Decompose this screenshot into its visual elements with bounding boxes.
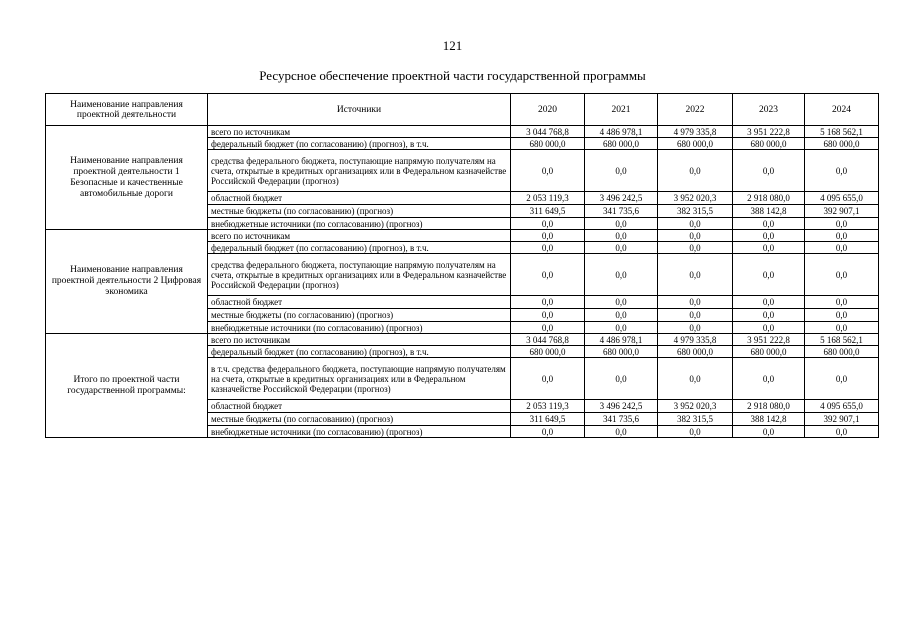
value-cell: 2 918 080,0 [733, 400, 805, 413]
value-cell: 2 053 119,3 [511, 192, 585, 205]
value-cell: 392 907,1 [805, 413, 879, 426]
header-direction: Наименование направления проектной деятельности [46, 94, 208, 126]
value-cell: 0,0 [585, 218, 658, 230]
value-cell: 311 649,5 [511, 413, 585, 426]
value-cell: 0,0 [805, 254, 879, 296]
source-cell: всего по источникам [208, 126, 511, 138]
value-cell: 0,0 [511, 242, 585, 254]
value-cell: 0,0 [658, 296, 733, 309]
table-body [46, 126, 879, 438]
value-cell: 0,0 [805, 296, 879, 309]
value-cell: 341 735,6 [585, 413, 658, 426]
value-cell: 0,0 [805, 242, 879, 254]
source-cell: всего по источникам [208, 230, 511, 242]
value-cell: 3 044 768,8 [511, 126, 585, 138]
value-cell: 0,0 [733, 254, 805, 296]
source-cell: областной бюджет [208, 400, 511, 413]
value-cell: 4 979 335,8 [658, 126, 733, 138]
value-cell: 0,0 [511, 218, 585, 230]
value-cell: 0,0 [733, 426, 805, 438]
value-cell: 680 000,0 [658, 138, 733, 150]
direction-name-cell: Наименование направления проектной деятельности 2 Цифровая экономика [46, 230, 208, 334]
value-cell: 0,0 [511, 296, 585, 309]
value-cell: 3 952 020,3 [658, 400, 733, 413]
value-cell: 0,0 [658, 150, 733, 192]
value-cell: 382 315,5 [658, 205, 733, 218]
value-cell: 3 951 222,8 [733, 334, 805, 346]
source-cell: местные бюджеты (по согласованию) (прогноз) [208, 309, 511, 322]
value-cell: 0,0 [805, 230, 879, 242]
source-cell: местные бюджеты (по согласованию) (прогноз) [208, 413, 511, 426]
value-cell: 5 168 562,1 [805, 334, 879, 346]
source-cell: областной бюджет [208, 296, 511, 309]
value-cell: 0,0 [658, 322, 733, 334]
source-cell: федеральный бюджет (по согласованию) (прогноз), в т.ч. [208, 242, 511, 254]
source-cell: в т.ч. средства федерального бюджета, поступающие напрямую получателям на счета, открытые в кредитных организациях или в Федеральном казначействе Российской Федерации (прогноз) [208, 358, 511, 400]
resource-table [45, 93, 879, 438]
value-cell: 382 315,5 [658, 413, 733, 426]
header-year: 2020 [511, 94, 585, 126]
value-cell: 2 918 080,0 [733, 192, 805, 205]
value-cell: 3 496 242,5 [585, 400, 658, 413]
value-cell: 0,0 [805, 150, 879, 192]
value-cell: 388 142,8 [733, 413, 805, 426]
value-cell: 311 649,5 [511, 205, 585, 218]
header-year: 2022 [658, 94, 733, 126]
value-cell: 0,0 [511, 309, 585, 322]
value-cell: 680 000,0 [733, 138, 805, 150]
value-cell: 0,0 [733, 218, 805, 230]
header-year: 2024 [805, 94, 879, 126]
value-cell: 4 095 655,0 [805, 192, 879, 205]
value-cell: 3 496 242,5 [585, 192, 658, 205]
source-cell: областной бюджет [208, 192, 511, 205]
value-cell: 3 952 020,3 [658, 192, 733, 205]
value-cell: 0,0 [658, 218, 733, 230]
value-cell: 4 486 978,1 [585, 126, 658, 138]
value-cell: 0,0 [733, 322, 805, 334]
value-cell: 0,0 [658, 230, 733, 242]
value-cell: 0,0 [585, 309, 658, 322]
source-cell: внебюджетные источники (по согласованию) (прогноз) [208, 426, 511, 438]
header-sources: Источники [208, 94, 511, 126]
direction-name-cell: Наименование направления проектной деятельности 1 Безопасные и качественные автомобильные дороги [46, 126, 208, 230]
value-cell: 0,0 [658, 254, 733, 296]
value-cell: 0,0 [511, 358, 585, 400]
value-cell: 2 053 119,3 [511, 400, 585, 413]
value-cell: 0,0 [733, 150, 805, 192]
value-cell: 0,0 [733, 309, 805, 322]
value-cell: 388 142,8 [733, 205, 805, 218]
value-cell: 0,0 [733, 230, 805, 242]
value-cell: 0,0 [585, 254, 658, 296]
value-cell: 3 044 768,8 [511, 334, 585, 346]
source-cell: средства федерального бюджета, поступающие напрямую получателям на счета, открытые в кредитных организациях или в Федеральном казначействе Российской Федерации (прогноз) [208, 150, 511, 192]
value-cell: 680 000,0 [658, 346, 733, 358]
value-cell: 0,0 [511, 254, 585, 296]
value-cell: 0,0 [585, 358, 658, 400]
value-cell: 680 000,0 [805, 346, 879, 358]
table-header-row [46, 94, 879, 126]
header-year: 2023 [733, 94, 805, 126]
value-cell: 0,0 [658, 309, 733, 322]
value-cell: 0,0 [805, 358, 879, 400]
value-cell: 680 000,0 [585, 138, 658, 150]
value-cell: 0,0 [585, 296, 658, 309]
value-cell: 0,0 [585, 150, 658, 192]
value-cell: 0,0 [733, 296, 805, 309]
value-cell: 0,0 [585, 242, 658, 254]
direction-name-cell: Итого по проектной части государственной программы: [46, 334, 208, 438]
value-cell: 0,0 [805, 426, 879, 438]
table-row [46, 230, 879, 242]
table-row [46, 126, 879, 138]
header-year: 2021 [585, 94, 658, 126]
value-cell: 680 000,0 [511, 138, 585, 150]
source-cell: внебюджетные источники (по согласованию) (прогноз) [208, 322, 511, 334]
value-cell: 0,0 [805, 322, 879, 334]
value-cell: 341 735,6 [585, 205, 658, 218]
value-cell: 0,0 [585, 322, 658, 334]
value-cell: 0,0 [511, 426, 585, 438]
value-cell: 4 095 655,0 [805, 400, 879, 413]
value-cell: 4 979 335,8 [658, 334, 733, 346]
value-cell: 0,0 [733, 242, 805, 254]
value-cell: 4 486 978,1 [585, 334, 658, 346]
table-row [46, 334, 879, 346]
source-cell: местные бюджеты (по согласованию) (прогноз) [208, 205, 511, 218]
value-cell: 680 000,0 [805, 138, 879, 150]
value-cell: 0,0 [805, 218, 879, 230]
value-cell: 0,0 [658, 358, 733, 400]
value-cell: 0,0 [585, 426, 658, 438]
source-cell: средства федерального бюджета, поступающие напрямую получателям на счета, открытые в кредитных организациях или в Федеральном казначействе Российской Федерации (прогноз) [208, 254, 511, 296]
value-cell: 680 000,0 [511, 346, 585, 358]
value-cell: 680 000,0 [585, 346, 658, 358]
value-cell: 0,0 [585, 230, 658, 242]
source-cell: федеральный бюджет (по согласованию) (прогноз), в т.ч. [208, 346, 511, 358]
source-cell: федеральный бюджет (по согласованию) (прогноз), в т.ч. [208, 138, 511, 150]
value-cell: 392 907,1 [805, 205, 879, 218]
value-cell: 680 000,0 [733, 346, 805, 358]
value-cell: 5 168 562,1 [805, 126, 879, 138]
value-cell: 0,0 [658, 242, 733, 254]
page-number: 121 [442, 38, 463, 53]
value-cell: 0,0 [733, 358, 805, 400]
value-cell: 3 951 222,8 [733, 126, 805, 138]
page-title: Ресурсное обеспечение проектной части государственной программы [259, 68, 646, 83]
value-cell: 0,0 [511, 150, 585, 192]
value-cell: 0,0 [511, 230, 585, 242]
source-cell: внебюджетные источники (по согласованию) (прогноз) [208, 218, 511, 230]
source-cell: всего по источникам [208, 334, 511, 346]
value-cell: 0,0 [805, 309, 879, 322]
value-cell: 0,0 [511, 322, 585, 334]
value-cell: 0,0 [658, 426, 733, 438]
